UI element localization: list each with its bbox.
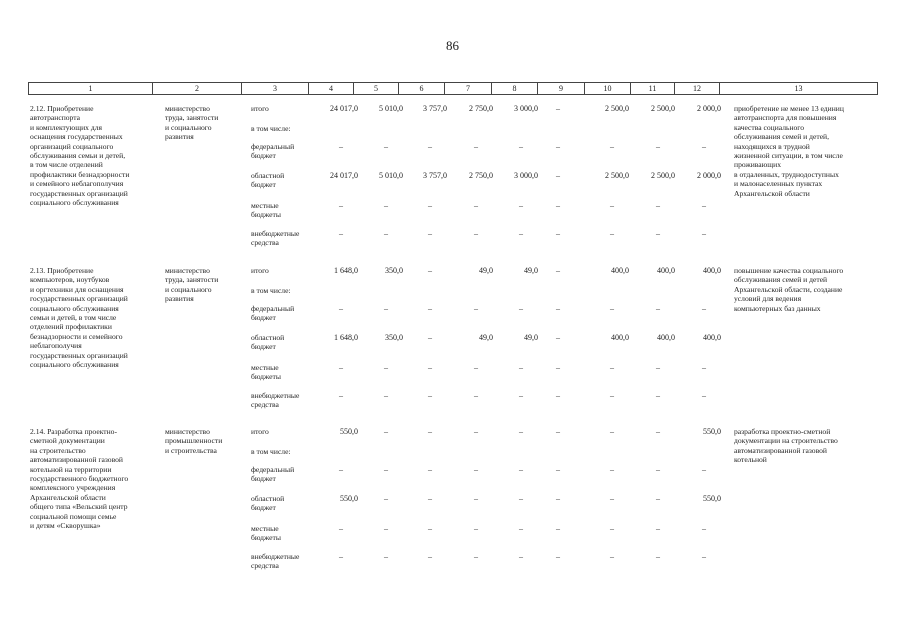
funding-source-label: внебюджетные средства [251, 391, 300, 410]
funding-value: – [610, 524, 614, 533]
funding-value: – [384, 229, 388, 238]
column-number-header [28, 82, 878, 95]
funding-value: – [428, 363, 432, 372]
funding-value: – [519, 494, 523, 503]
funding-source-label: федеральный бюджет [251, 465, 295, 484]
funding-value: – [384, 465, 388, 474]
funding-value: – [428, 494, 432, 503]
funding-value: – [519, 465, 523, 474]
funding-value: – [474, 465, 478, 474]
funding-value: – [556, 524, 560, 533]
funding-value: – [556, 333, 560, 342]
funding-value: – [428, 465, 432, 474]
funding-value: – [556, 171, 560, 180]
funding-value: – [610, 229, 614, 238]
funding-source-label: в том числе: [251, 286, 291, 295]
funding-value: – [428, 427, 432, 436]
funding-value: – [702, 363, 706, 372]
funding-value: 3 757,0 [423, 171, 447, 180]
funding-value: – [428, 229, 432, 238]
funding-value: – [610, 465, 614, 474]
funding-source-label: местные бюджеты [251, 201, 281, 220]
funding-value: 1 648,0 [334, 266, 358, 275]
funding-source-label: областной бюджет [251, 494, 285, 513]
funding-value: 3 000,0 [514, 104, 538, 113]
funding-source-label: итого [251, 266, 269, 275]
funding-value: 400,0 [657, 333, 675, 342]
funding-value: – [339, 363, 343, 372]
funding-value: 24 017,0 [330, 171, 358, 180]
funding-value: – [339, 201, 343, 210]
funding-value: – [428, 142, 432, 151]
funding-value: – [610, 304, 614, 313]
funding-value: – [556, 494, 560, 503]
funding-value: – [656, 304, 660, 313]
funding-value: – [556, 201, 560, 210]
funding-value: 3 000,0 [514, 171, 538, 180]
funding-value: – [428, 333, 432, 342]
funding-value: 2 500,0 [605, 104, 629, 113]
funding-value: – [556, 465, 560, 474]
column-header-11: 11 [631, 83, 675, 94]
funding-value: – [519, 552, 523, 561]
funding-value: – [610, 552, 614, 561]
funding-source-label: местные бюджеты [251, 363, 281, 382]
funding-value: 550,0 [703, 494, 721, 503]
funding-value: – [474, 201, 478, 210]
column-header-5: 5 [354, 83, 399, 94]
funding-value: – [556, 304, 560, 313]
funding-value: – [339, 465, 343, 474]
funding-value: 49,0 [479, 333, 493, 342]
funding-value: – [519, 363, 523, 372]
column-header-13: 13 [794, 84, 803, 93]
column-header-12: 12 [675, 83, 720, 94]
measure-name: 2.12. Приобретение автотранспорта и комплектующих для оснащения государственных организаций социального обслуживания семьи и детей, в том числе отделений профилактики безнадзорности и семейного неблагополучия государственных организаций социального обслуживания [30, 104, 130, 208]
expected-result: разработка проектно-сметной документации на строительство автоматизированной газовой котельной [734, 427, 838, 465]
funding-value: – [610, 494, 614, 503]
funding-value: – [384, 363, 388, 372]
funding-value: – [702, 552, 706, 561]
funding-value: – [384, 142, 388, 151]
expected-result: приобретение не менее 13 единиц автотранспорта для повышения качества социального обслуживания семей и детей, находящихся в трудной жизненной ситуации, в том числе проживающих в отдаленных, труднодоступных и малонаселенных пунктах Архангельской области [734, 104, 844, 198]
funding-value: 2 500,0 [605, 171, 629, 180]
funding-value: 1 648,0 [334, 333, 358, 342]
funding-source-label: в том числе: [251, 447, 291, 456]
funding-value: 400,0 [611, 333, 629, 342]
column-header-8: 8 [492, 83, 538, 94]
column-header-4: 4 [309, 83, 354, 94]
column-header-1: 1 [29, 83, 153, 94]
funding-value: – [610, 427, 614, 436]
executor: министерство труда, занятости и социального развития [165, 104, 219, 142]
funding-value: – [656, 142, 660, 151]
funding-value: – [656, 524, 660, 533]
funding-value: – [474, 552, 478, 561]
column-header-3: 3 [242, 83, 309, 94]
funding-value: – [474, 229, 478, 238]
funding-value: – [428, 304, 432, 313]
funding-value: – [702, 465, 706, 474]
funding-value: – [339, 142, 343, 151]
funding-value: – [339, 524, 343, 533]
funding-value: – [556, 427, 560, 436]
column-header-10: 10 [585, 83, 631, 94]
funding-value: – [702, 142, 706, 151]
funding-value: – [656, 391, 660, 400]
funding-value: – [702, 229, 706, 238]
funding-value: – [339, 229, 343, 238]
funding-value: – [428, 391, 432, 400]
funding-source-label: федеральный бюджет [251, 142, 295, 161]
funding-value: – [519, 391, 523, 400]
funding-value: – [519, 201, 523, 210]
funding-value: – [474, 391, 478, 400]
funding-value: – [556, 266, 560, 275]
executor: министерство труда, занятости и социального развития [165, 266, 219, 304]
funding-value: – [556, 142, 560, 151]
funding-value: – [474, 363, 478, 372]
funding-value: – [656, 465, 660, 474]
funding-value: 2 000,0 [697, 104, 721, 113]
funding-value: – [656, 552, 660, 561]
funding-source-label: областной бюджет [251, 171, 285, 190]
funding-source-label: внебюджетные средства [251, 552, 300, 571]
funding-source-label: федеральный бюджет [251, 304, 295, 323]
funding-value: – [339, 391, 343, 400]
funding-value: – [519, 142, 523, 151]
funding-value: – [556, 552, 560, 561]
funding-value: 550,0 [340, 494, 358, 503]
funding-value: – [702, 524, 706, 533]
funding-value: 400,0 [703, 266, 721, 275]
funding-value: – [656, 229, 660, 238]
funding-value: – [474, 494, 478, 503]
funding-value: – [656, 363, 660, 372]
funding-value: 2 750,0 [469, 104, 493, 113]
funding-value: 2 500,0 [651, 104, 675, 113]
funding-value: 550,0 [703, 427, 721, 436]
funding-value: – [519, 229, 523, 238]
funding-value: – [656, 494, 660, 503]
funding-value: – [384, 201, 388, 210]
funding-value: – [656, 427, 660, 436]
column-header-9: 9 [538, 83, 585, 94]
funding-value: – [519, 427, 523, 436]
funding-source-label: итого [251, 104, 269, 113]
page-number: 86 [446, 38, 459, 53]
funding-value: – [384, 391, 388, 400]
funding-value: – [384, 427, 388, 436]
funding-value: – [428, 201, 432, 210]
funding-value: – [702, 201, 706, 210]
column-header-2: 2 [153, 83, 242, 94]
funding-value: – [519, 524, 523, 533]
funding-value: 49,0 [524, 266, 538, 275]
funding-source-label: внебюджетные средства [251, 229, 300, 248]
funding-value: – [519, 304, 523, 313]
funding-value: – [556, 229, 560, 238]
funding-value: – [474, 142, 478, 151]
funding-value: 5 010,0 [379, 171, 403, 180]
funding-value: 49,0 [479, 266, 493, 275]
expected-result: повышение качества социального обслуживания семей и детей Архангельской области, создание условий для ведения компьютерных баз данных [734, 266, 844, 313]
funding-value: 550,0 [340, 427, 358, 436]
funding-value: 400,0 [657, 266, 675, 275]
funding-value: – [656, 201, 660, 210]
funding-value: 5 010,0 [379, 104, 403, 113]
funding-source-label: областной бюджет [251, 333, 285, 352]
funding-value: – [610, 363, 614, 372]
funding-value: 2 750,0 [469, 171, 493, 180]
funding-value: – [384, 524, 388, 533]
funding-value: – [610, 142, 614, 151]
funding-value: 350,0 [385, 266, 403, 275]
measure-name: 2.14. Разработка проектно- сметной документации на строительство автоматизированной газовой котельной на территории государственного бюджетного комплексного учреждения Архангельской области общего типа «Вельский центр социальной помощи семье и детям «Скворушка» [30, 427, 129, 531]
funding-source-label: итого [251, 427, 269, 436]
funding-value: 49,0 [524, 333, 538, 342]
executor: министерство промышленности и строительства [165, 427, 223, 455]
funding-source-label: местные бюджеты [251, 524, 281, 543]
funding-source-label: в том числе: [251, 124, 291, 133]
funding-value: 2 500,0 [651, 171, 675, 180]
funding-value: – [428, 524, 432, 533]
funding-value: – [474, 427, 478, 436]
measure-name: 2.13. Приобретение компьютеров, ноутбуков и оргтехники для оснащения государственных организаций социального обслуживания семьи и детей, в том числе отделений профилактики безнадзорности и семейного неблагополучия государственных организаций социального обслуживания [30, 266, 128, 370]
funding-value: – [702, 391, 706, 400]
funding-value: 2 000,0 [697, 171, 721, 180]
funding-value: – [428, 552, 432, 561]
funding-value: – [556, 104, 560, 113]
column-header-6: 6 [399, 83, 445, 94]
funding-value: – [339, 552, 343, 561]
funding-value: 3 757,0 [423, 104, 447, 113]
funding-value: – [339, 304, 343, 313]
funding-value: – [610, 391, 614, 400]
funding-value: 350,0 [385, 333, 403, 342]
funding-value: – [384, 304, 388, 313]
funding-value: 400,0 [703, 333, 721, 342]
funding-value: – [474, 524, 478, 533]
funding-value: – [428, 266, 432, 275]
funding-value: 400,0 [611, 266, 629, 275]
funding-value: – [702, 304, 706, 313]
funding-value: – [556, 391, 560, 400]
column-header-7: 7 [445, 83, 492, 94]
funding-value: 24 017,0 [330, 104, 358, 113]
funding-value: – [384, 552, 388, 561]
funding-value: – [384, 494, 388, 503]
funding-value: – [610, 201, 614, 210]
funding-value: – [474, 304, 478, 313]
funding-value: – [556, 363, 560, 372]
